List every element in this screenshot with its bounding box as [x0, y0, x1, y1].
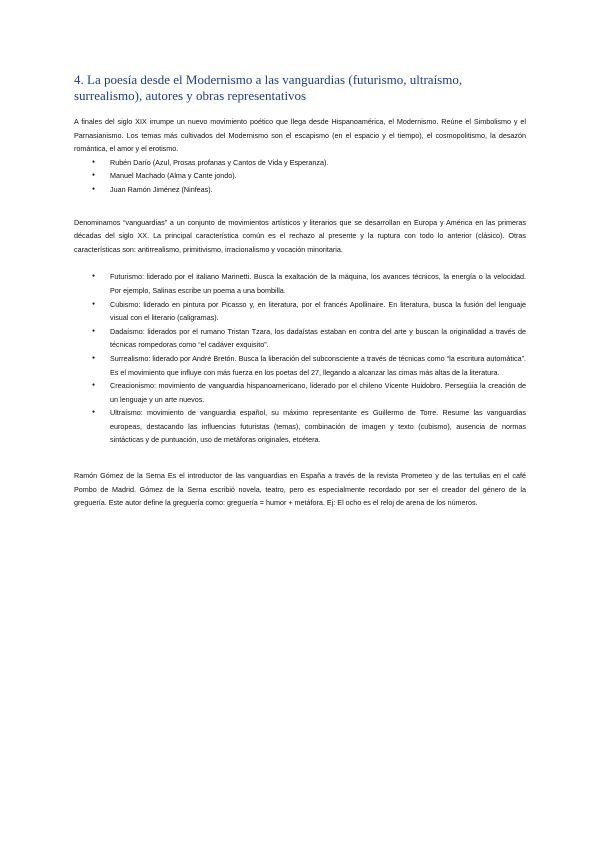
authors-list — [74, 156, 526, 197]
section-title: 4. La poesía desde el Modernismo a las vanguardias (futurismo, ultraísmo, surrealismo), autores y obras representativos — [74, 72, 463, 103]
document-content — [74, 72, 526, 510]
list-item: ● Surrealismo: liderado por André Bretón. Busca la liberación del subconsciente a través de técnicas como “la escritura automática”. Es el movimiento que influye con más fuerza en los poetas del 27, llegando a alcanzar las cimas más altas de la literatura. — [74, 352, 526, 379]
list-item: ● Dadaísmo: liderados por el rumano Tristan Tzara, los dadaístas estaban en contra del arte y buscan la originalidad a través de técnicas rompedoras como “el cadáver exquisito”. — [74, 325, 526, 352]
list-item: ● Ultraísmo: movimiento de vanguardia español, su máximo representante es Guillermo de Torre. Resume las vanguardias europeas, destacando las influencias futuristas (temas), combinación de imagen y texto (cubismo), ausencia de normas sintácticas y de puntuación, uso de metáforas originales, etcétera. — [74, 406, 526, 447]
intro-paragraph: A finales del siglo XIX irrumpe un nuevo movimiento poético que llega desde Hispanoamérica, el Modernismo. Reúne el Simbolismo y el Parnasianismo. Los temas más cultivados del Modernismo son el escapismo (en el espacio y el tiempo), el cosmopolitismo, la desazón romántica, el amor y el erotismo. — [74, 117, 526, 154]
list-item: ● Rubén Darío (Azul, Prosas profanas y Cantos de Vida y Esperanza). — [74, 156, 526, 170]
movements-list — [74, 270, 526, 447]
list-item: ● Creacionismo: movimiento de vanguardia hispanoamericano, liderado por el chileno Vicente Huidobro. Persegúia la creación de un lenguaje y un arte nuevos. — [74, 379, 526, 406]
list-item: ● Futurismo: liderado por el italiano Marinetti. Busca la exaltación de la máquina, los avances técnicos, la energía o la velocidad. Por ejemplo, Salinas escribe un poema a una bombilla. — [74, 270, 526, 297]
list-item: ● Juan Ramón Jiménez (Ninfeas). — [74, 183, 526, 197]
list-item: ● Manuel Machado (Alma y Cante jondo). — [74, 169, 526, 183]
vanguard-paragraph: Denominamos “vanguardias” a un conjunto de movimientos artísticos y literarios que se desarrollan en Europa y América en las primeras décadas del siglo XX. La principal característica común es el rechazo al presente y la ruptura con todo lo anterior (clásico). Otras características son: antirrealismo, primitivismo, irracionalismo y vocación minoritaria. — [74, 217, 526, 254]
closing-paragraph: Ramón Gómez de la Serna Es el introductor de las vanguardias en España a través de la revista Prometeo y de las tertulias en el café Pombo de Madrid. Gómez de la Serna escribió novela, teatro, pero es especialmente recordado por ser el creador del género de la greguería. Este autor define la greguería como: greguería = humor + metáfora. Ej: El ocho es el reloj de arena de los números. — [74, 471, 526, 508]
list-item: ● Cubismo: liderado en pintura por Picasso y, en literatura, por el francés Apollinaire. En literatura, busca la fusión del lenguaje visual con el literario (caligramas). — [74, 298, 526, 325]
